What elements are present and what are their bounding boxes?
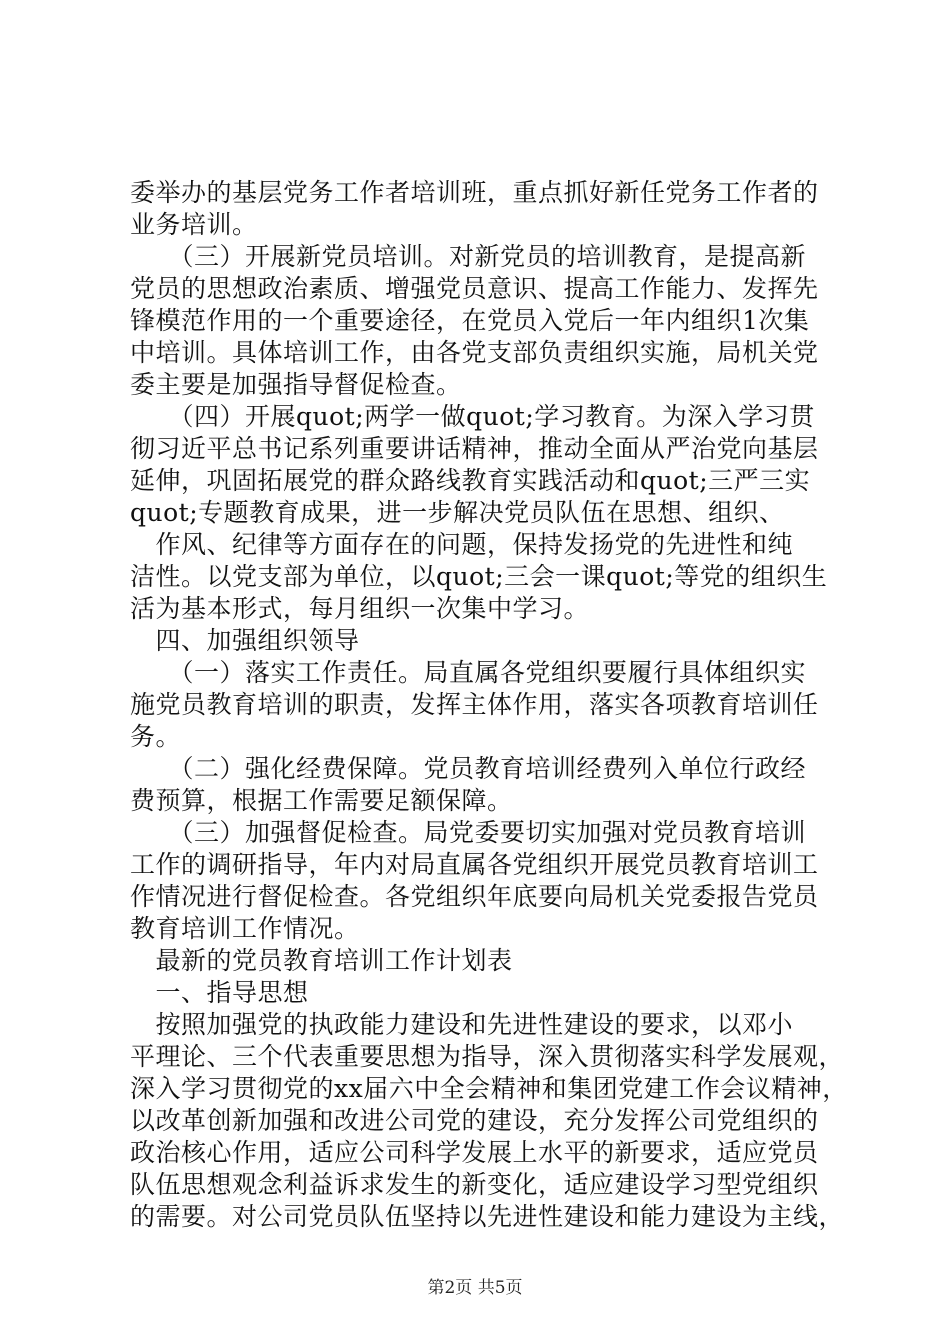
text-line: 委举办的基层党务工作者培训班，重点抓好新任党务工作者的 xyxy=(130,178,819,207)
text-line: 费预算，根据工作需要足额保障。 xyxy=(130,786,513,815)
text-line: 务。 xyxy=(130,722,182,751)
text-line: 活为基本形式，每月组织一次集中学习。 xyxy=(130,594,590,623)
text-line: quot;专题教育成果，进一步解决党员队伍在思想、组织、 xyxy=(130,498,785,527)
text-line: 教育培训工作情况。 xyxy=(130,914,360,943)
text-line: （四）开展quot;两学一做quot;学习教育。为深入学习贯 xyxy=(130,402,815,431)
text-line: 作情况进行督促检查。各党组织年底要向局机关党委报告党员 xyxy=(130,882,819,911)
text-line: 的需要。对公司党员队伍坚持以先进性建设和能力建设为主线， xyxy=(130,1202,845,1231)
text-line: 按照加强党的执政能力建设和先进性建设的要求，以邓小 xyxy=(130,1010,794,1039)
text-line: 以改革创新加强和改进公司党的建设，充分发挥公司党组织的 xyxy=(130,1106,819,1135)
text-line: （二）强化经费保障。党员教育培训经费列入单位行政经 xyxy=(130,754,807,783)
text-line: 深入学习贯彻党的xx届六中全会精神和集团党建工作会议精神， xyxy=(130,1074,848,1103)
text-line: 队伍思想观念利益诉求发生的新变化，适应建设学习型党组织 xyxy=(130,1170,819,1199)
text-line: 彻习近平总书记系列重要讲话精神，推动全面从严治党向基层 xyxy=(130,434,819,463)
section-heading: 一、指导思想 xyxy=(130,978,309,1007)
text-line: 锋模范作用的一个重要途径，在党员入党后一年内组织1次集 xyxy=(130,306,810,335)
text-line: （一）落实工作责任。局直属各党组织要履行具体组织实 xyxy=(130,658,807,687)
page-number-footer: 第2页 共5页 xyxy=(427,1278,523,1298)
text-line: （三）开展新党员培训。对新党员的培训教育，是提高新 xyxy=(130,242,807,271)
text-line: 延伸，巩固拓展党的群众路线教育实践活动和quot;三严三实 xyxy=(130,466,811,495)
text-line: 平理论、三个代表重要思想为指导，深入贯彻落实科学发展观， xyxy=(130,1042,845,1071)
text-line: 作风、纪律等方面存在的问题，保持发扬党的先进性和纯 xyxy=(130,530,794,559)
document-title: 最新的党员教育培训工作计划表 xyxy=(130,946,513,975)
text-line: 委主要是加强指导督促检查。 xyxy=(130,370,462,399)
text-line: 中培训。具体培训工作，由各党支部负责组织实施，局机关党 xyxy=(130,338,819,367)
text-line: 业务培训。 xyxy=(130,210,258,239)
text-line: 政治核心作用，适应公司科学发展上水平的新要求，适应党员 xyxy=(130,1138,819,1167)
text-line: 党员的思想政治素质、增强党员意识、提高工作能力、发挥先 xyxy=(130,274,819,303)
text-line: 施党员教育培训的职责，发挥主体作用，落实各项教育培训任 xyxy=(130,690,819,719)
text-line: （三）加强督促检查。局党委要切实加强对党员教育培训 xyxy=(130,818,807,847)
text-line: 工作的调研指导，年内对局直属各党组织开展党员教育培训工 xyxy=(130,850,819,879)
text-line: 洁性。以党支部为单位，以quot;三会一课quot;等党的组织生 xyxy=(130,562,828,591)
section-heading: 四、加强组织领导 xyxy=(130,626,360,655)
